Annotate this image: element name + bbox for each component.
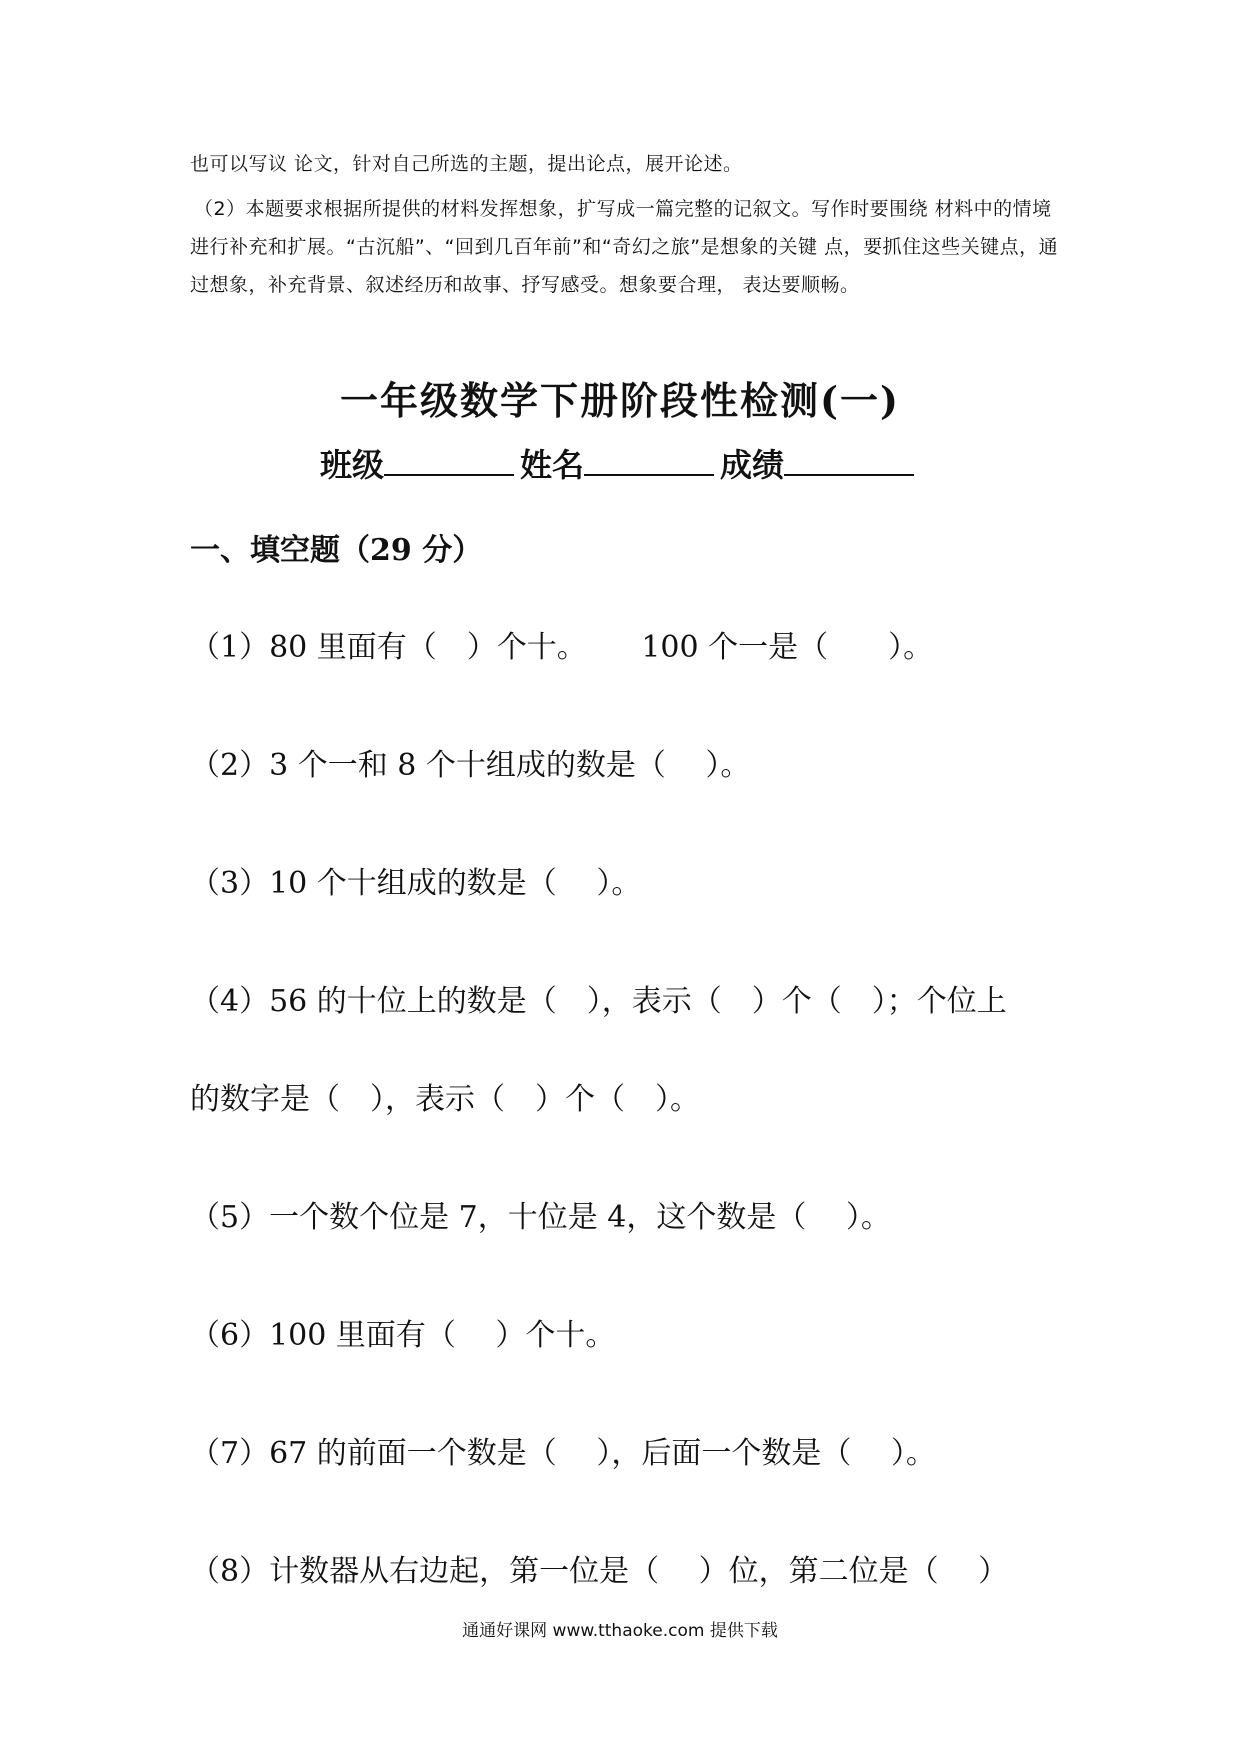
question-6: （6）100 里面有（ ）个十。 bbox=[190, 1318, 616, 1353]
previous-essay-text-line: 也可以写议 论文，针对自己所选的主题，提出论点，展开论述。 bbox=[190, 153, 743, 175]
exam-title: 一年级数学下册阶段性检测(一) bbox=[340, 378, 900, 423]
name-blank[interactable] bbox=[584, 442, 714, 476]
name-label: 姓名 bbox=[519, 446, 584, 484]
question-5: （5）一个数个位是 7，十位是 4，这个数是（ ）。 bbox=[190, 1200, 891, 1235]
footer-credit: 通通好课网 www.tthaoke.com 提供下载 bbox=[462, 1621, 778, 1641]
section-heading: 一、填空题（29 分） bbox=[190, 533, 483, 568]
score-label: 成绩 bbox=[720, 446, 785, 484]
student-info-row bbox=[0, 440, 1240, 486]
question-4-line-2: 的数字是（ ），表示（ ）个（ ）。 bbox=[190, 1082, 700, 1117]
score-blank[interactable] bbox=[784, 442, 914, 476]
question-7: （7）67 的前面一个数是（ ），后面一个数是（ ）。 bbox=[190, 1436, 936, 1471]
class-label: 班级 bbox=[319, 446, 384, 484]
question-3: （3）10 个十组成的数是（ ）。 bbox=[190, 866, 642, 901]
question-4-line-1: （4）56 的十位上的数是（ ），表示（ ）个（ ）；个位上 bbox=[190, 984, 1007, 1019]
question-2: （2）3 个一和 8 个十组成的数是（ ）。 bbox=[190, 748, 751, 783]
previous-essay-paragraph: （2）本题要求根据所提供的材料发挥想象，扩写成一篇完整的记叙文。写作时要围绕 材料中的情境进行补充和扩展。“古沉船”、“回到几百年前”和“奇幻之旅”是想象的关键 点，要抓住这些关键点，通过想象，补充背景、叙述经历和故事、抒写感受。想象要合理， 表达要顺畅。 bbox=[190, 198, 1059, 296]
class-blank[interactable] bbox=[384, 442, 514, 476]
question-8: （8）计数器从右边起，第一位是（ ）位，第二位是（ ） bbox=[190, 1554, 1009, 1589]
question-1: （1）80 里面有（ ）个十。 100 个一是（ ）。 bbox=[190, 630, 934, 665]
